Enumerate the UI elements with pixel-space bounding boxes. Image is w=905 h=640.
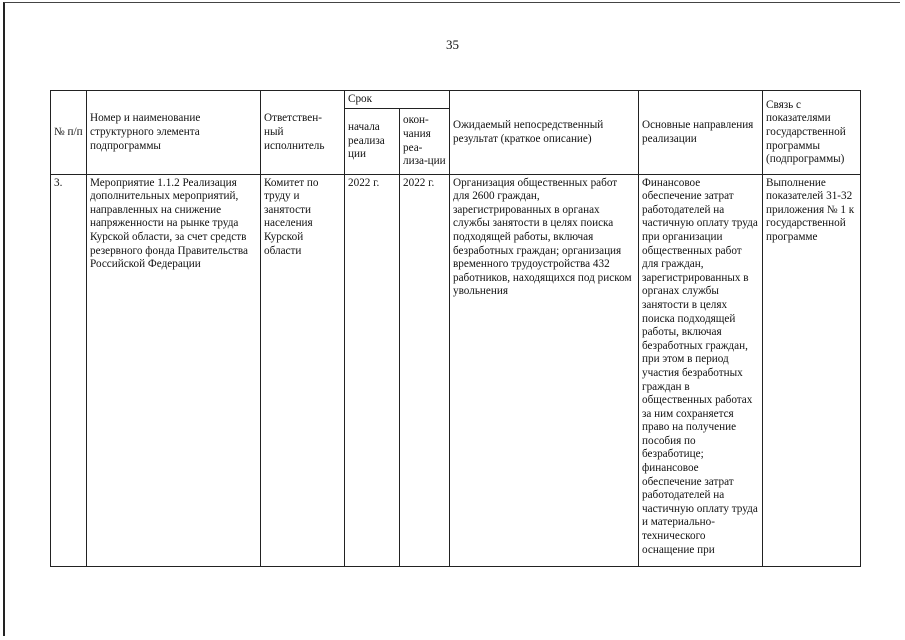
cell-end: 2022 г. bbox=[400, 174, 450, 566]
header-num: № п/п bbox=[51, 91, 87, 175]
program-table bbox=[50, 90, 861, 567]
page-number: 35 bbox=[446, 37, 459, 52]
header-srok-start: начала реализа ции bbox=[345, 108, 400, 174]
header-result: Ожидаемый непосредственный результат (краткое описание) bbox=[450, 91, 639, 175]
cell-name: Мероприятие 1.1.2 Реализация дополнительных мероприятий, направленных на снижение напряженности на рынке труда Курской области, за счет средств резервного фонда Правительства Российской Федерации bbox=[87, 174, 261, 566]
header-name: Номер и наименование структурного элемента подпрограммы bbox=[87, 91, 261, 175]
cell-start: 2022 г. bbox=[345, 174, 400, 566]
header-executor: Ответствен-ный исполнитель bbox=[261, 91, 345, 175]
table-row bbox=[51, 174, 861, 566]
header-link: Связь с показателями государственной программы (подпрограммы) bbox=[763, 91, 861, 175]
cell-executor: Комитет по труду и занятости населения Курской области bbox=[261, 174, 345, 566]
cell-directions: Финансовое обеспечение затрат работодателей на частичную оплату труда при организации общественных работ для граждан, зарегистрированных в органах службы занятости в целях поиска подходящей работы, включая безработных граждан, при этом в период участия безработных граждан в общественных работах за ним сохраняется право на получение пособия по безработице; финансовое обеспечение затрат работодателей на частичную оплату труда и материально-технического оснащение при bbox=[639, 174, 763, 566]
header-srok-end: окон-чания реа-лиза-ции bbox=[400, 108, 450, 174]
header-directions: Основные направления реализации bbox=[639, 91, 763, 175]
cell-result: Организация общественных работ для 2600 граждан, зарегистрированных в органах службы занятости в целях поиска подходящей работы, включая безработных граждан; организация временного трудоустройства 432 работников, находящихся под риском увольнения bbox=[450, 174, 639, 566]
header-srok: Срок bbox=[345, 91, 450, 109]
cell-num: 3. bbox=[51, 174, 87, 566]
cell-link: Выполнение показателей 31-32 приложения № 1 к государственной программе bbox=[763, 174, 861, 566]
